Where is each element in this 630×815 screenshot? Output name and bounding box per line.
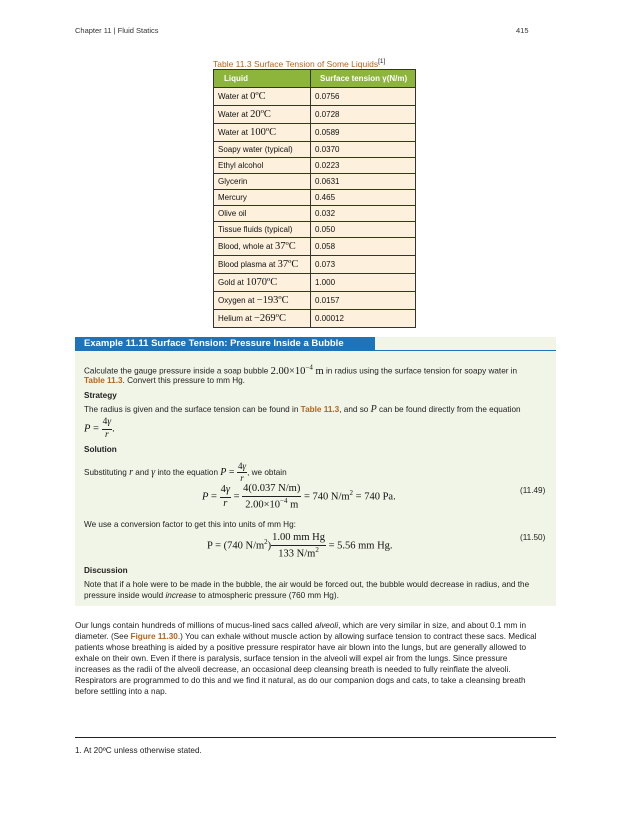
liquid-name: Water at	[218, 128, 251, 137]
liquid-name: Blood plasma at	[218, 260, 278, 269]
surface-tension-table	[213, 69, 416, 328]
radius-mantissa: 2.00×10	[270, 365, 306, 377]
liquid-name: Blood, whole at	[218, 242, 275, 251]
page-number: 415	[516, 26, 529, 35]
discussion-emphasis: increase	[165, 591, 197, 600]
temperature-value: 37ºC	[274, 241, 296, 252]
table-row	[214, 222, 416, 238]
table-caption-text: Table 11.3 Surface Tension of Some Liquids	[213, 58, 379, 69]
surface-tension-value: 0.00012	[311, 310, 416, 328]
body-line-5: increases as the radii of the alveoli decrease, an occasional deep cleansing breath is needed to fully reinflate the alveoli.	[75, 665, 511, 674]
liquid-cell	[214, 206, 311, 222]
surface-tension-value: 0.0370	[311, 142, 416, 158]
column-header-liquid: Liquid	[214, 70, 311, 88]
temperature-value: 37ºC	[277, 259, 299, 270]
table-body	[214, 88, 416, 328]
eq2-denominator-exponent: 2	[315, 545, 319, 554]
liquid-name: Tissue fluids (typical)	[218, 225, 293, 234]
surface-tension-value: 0.0157	[311, 292, 416, 310]
figure-link[interactable]: Figure 11.30	[130, 632, 178, 641]
body-line-1	[75, 620, 537, 631]
table-row	[214, 238, 416, 256]
eq1-result-exponent: 2	[349, 489, 354, 498]
example-title-rule	[75, 350, 556, 351]
solution-text-b: into the equation	[157, 467, 218, 477]
liquid-cell	[214, 174, 311, 190]
liquid-name: Soapy water (typical)	[218, 145, 293, 154]
strategy-text-c: can be found directly from the equation	[379, 405, 521, 414]
eq2-result: = 5.56 mm Hg.	[328, 540, 393, 552]
temperature-value: 1070ºC	[246, 277, 278, 288]
discussion-text-b: to atmospheric pressure (760 mm Hg).	[196, 591, 339, 600]
body-line-6: Respirators are programmed to do this and we find it natural, as do our companion dogs and cats, to take a cleansing breath	[75, 676, 526, 685]
solution-heading: Solution	[84, 445, 117, 454]
equation-number-1: (11.49)	[520, 486, 546, 495]
table-row	[214, 206, 416, 222]
example-intro-line2	[84, 375, 245, 386]
equation-number-2: (11.50)	[520, 533, 546, 542]
surface-tension-value: 0.050	[311, 222, 416, 238]
liquid-cell	[214, 158, 311, 174]
table-row	[214, 124, 416, 142]
inline-equation: P = $\frac{4\gamma}{r}$	[220, 461, 247, 483]
discussion-heading: Discussion	[84, 566, 128, 575]
radius-symbol: r	[129, 466, 133, 478]
liquid-name: Olive oil	[218, 209, 247, 218]
liquid-cell	[214, 274, 311, 292]
eq2-denominator: 133 N/m	[278, 548, 316, 559]
body-text: diameter. (See	[75, 632, 131, 641]
table-row	[214, 310, 416, 328]
surface-tension-value: 0.073	[311, 256, 416, 274]
liquid-cell	[214, 142, 311, 158]
table-row	[214, 174, 416, 190]
strategy-heading: Strategy	[84, 391, 117, 400]
liquid-name: Water at	[218, 110, 251, 119]
strategy-text-a: The radius is given and the surface tension can be found in	[84, 405, 299, 414]
liquid-name: Mercury	[218, 193, 247, 202]
body-paragraph	[75, 620, 537, 697]
discussion-text-a: pressure inside would	[84, 591, 166, 600]
surface-tension-value: 0.0728	[311, 106, 416, 124]
eq1-result-end: = 740 Pa.	[353, 491, 396, 503]
eq1-result: = 740 N/m	[303, 491, 350, 503]
table-row	[214, 88, 416, 106]
table-row	[214, 142, 416, 158]
table-row	[214, 106, 416, 124]
temperature-value: 100ºC	[250, 127, 277, 138]
body-line-3: patients whose breathing is aided by a positive pressure respirator have air blown into the lungs, but are generally allowed to	[75, 643, 527, 652]
table-link[interactable]: Table 11.3	[300, 405, 340, 414]
table-row	[214, 274, 416, 292]
solution-text-c: , we obtain	[247, 467, 287, 477]
table-row	[214, 190, 416, 206]
liquid-cell	[214, 124, 311, 142]
gamma-symbol: γ	[151, 466, 156, 478]
eq1-denominator: 2.00×10	[245, 499, 281, 510]
example-title: Example 11.11 Surface Tension: Pressure Inside a Bubble	[75, 337, 375, 351]
liquid-cell	[214, 310, 311, 328]
surface-tension-value: 0.465	[311, 190, 416, 206]
radius-unit: m	[312, 365, 324, 377]
equation-11-49: P = $\frac{4\gamma}{r}$ = $\frac{4(0.037 N/m)}{2.00\times 10^{-4} m}$ = 740 $N/m^2 = 740$ Pa.	[202, 483, 396, 510]
discussion-line-2	[84, 590, 339, 601]
surface-tension-value: 0.032	[311, 206, 416, 222]
footnote: 1. At 20ºC unless otherwise stated.	[75, 746, 202, 755]
radius-exponent: −4	[305, 363, 313, 371]
surface-tension-value: 0.0756	[311, 88, 416, 106]
footnote-link[interactable]: [1]	[378, 58, 386, 65]
table-caption	[213, 58, 385, 69]
solution-and: and	[135, 467, 149, 477]
solution-text	[84, 462, 287, 483]
radius-value	[270, 363, 324, 377]
intro-text-3: . Convert this pressure to mm Hg.	[122, 376, 245, 385]
eq2-left-exponent: 2	[264, 538, 268, 547]
liquid-cell	[214, 222, 311, 238]
eq2-numerator: 1.00 mm Hg	[271, 533, 326, 546]
eq2-left: P = (740 N/m	[207, 540, 265, 552]
surface-tension-value: 0.0589	[311, 124, 416, 142]
liquid-name: Oxygen at	[218, 296, 257, 305]
pressure-symbol: P	[370, 404, 377, 415]
body-italic-term: alveoli	[314, 621, 339, 630]
surface-tension-value: 0.058	[311, 238, 416, 256]
eq1-numerator: 4(0.037 N/m)	[242, 484, 301, 497]
body-line-7: before settling into a nap.	[75, 687, 167, 696]
liquid-name: Water at	[218, 92, 251, 101]
body-text: Our lungs contain hundreds of millions of mucus-lined sacs called	[75, 621, 315, 630]
body-line-2	[75, 631, 537, 642]
liquid-cell	[214, 88, 311, 106]
liquid-name: Helium at	[218, 314, 255, 323]
body-line-4: exhale on their own. Even if there is paralysis, surface tension in the alveoli will expel air from the lungs. Since pressure	[75, 654, 508, 663]
table-row	[214, 158, 416, 174]
temperature-value: −193ºC	[256, 295, 289, 306]
liquid-name: Glycerin	[218, 177, 248, 186]
temperature-value: 20ºC	[250, 109, 271, 120]
chapter-header: Chapter 11 | Fluid Statics	[75, 26, 159, 35]
surface-tension-value: 0.0223	[311, 158, 416, 174]
strategy-text-b: , and so	[339, 405, 369, 414]
liquid-cell	[214, 238, 311, 256]
discussion-line-1: Note that if a hole were to be made in the bubble, the air would be forced out, the bubble would decrease in radius, and the	[84, 580, 530, 589]
eq1-denominator-exponent: −4	[280, 496, 288, 505]
liquid-cell	[214, 106, 311, 124]
column-header-surface-tension: Surface tension γ(N/m)	[311, 70, 416, 88]
liquid-name: Gold at	[218, 278, 247, 287]
intro-text: Calculate the gauge pressure inside a soap bubble	[84, 366, 269, 376]
liquid-cell	[214, 190, 311, 206]
liquid-cell	[214, 292, 311, 310]
surface-tension-value: 0.0631	[311, 174, 416, 190]
table-row	[214, 256, 416, 274]
temperature-value: 0ºC	[250, 91, 266, 102]
body-text: , which are very similar in size, and about 0.1 mm in	[338, 621, 526, 630]
surface-tension-value: 1.000	[311, 274, 416, 292]
solution-text-a: Substituting	[84, 467, 127, 477]
eq1-denominator-unit: m	[287, 499, 299, 510]
footnote-divider	[75, 737, 556, 738]
liquid-cell	[214, 256, 311, 274]
table-row	[214, 292, 416, 310]
equation-11-50: P = (740 $N/m^2$) $\frac{\text{1.00 mm Hg}}{133 N/m^2}$ = 5.56 mm Hg.	[207, 532, 393, 559]
pressure-equation: P = $\frac{4\gamma}{r}$ .	[84, 417, 115, 440]
table-link[interactable]: Table 11.3	[84, 376, 123, 385]
liquid-name: Ethyl alcohol	[218, 161, 264, 170]
temperature-value: −269ºC	[254, 313, 286, 324]
body-text: .) You can exhale without muscle action by allowing surface tension to contract these sacs. Medical	[177, 632, 537, 641]
conversion-text: We use a conversion factor to get this into units of mm Hg:	[84, 520, 296, 529]
intro-text-2: in radius using the surface tension for soapy water in	[325, 366, 518, 376]
strategy-text	[84, 404, 521, 415]
